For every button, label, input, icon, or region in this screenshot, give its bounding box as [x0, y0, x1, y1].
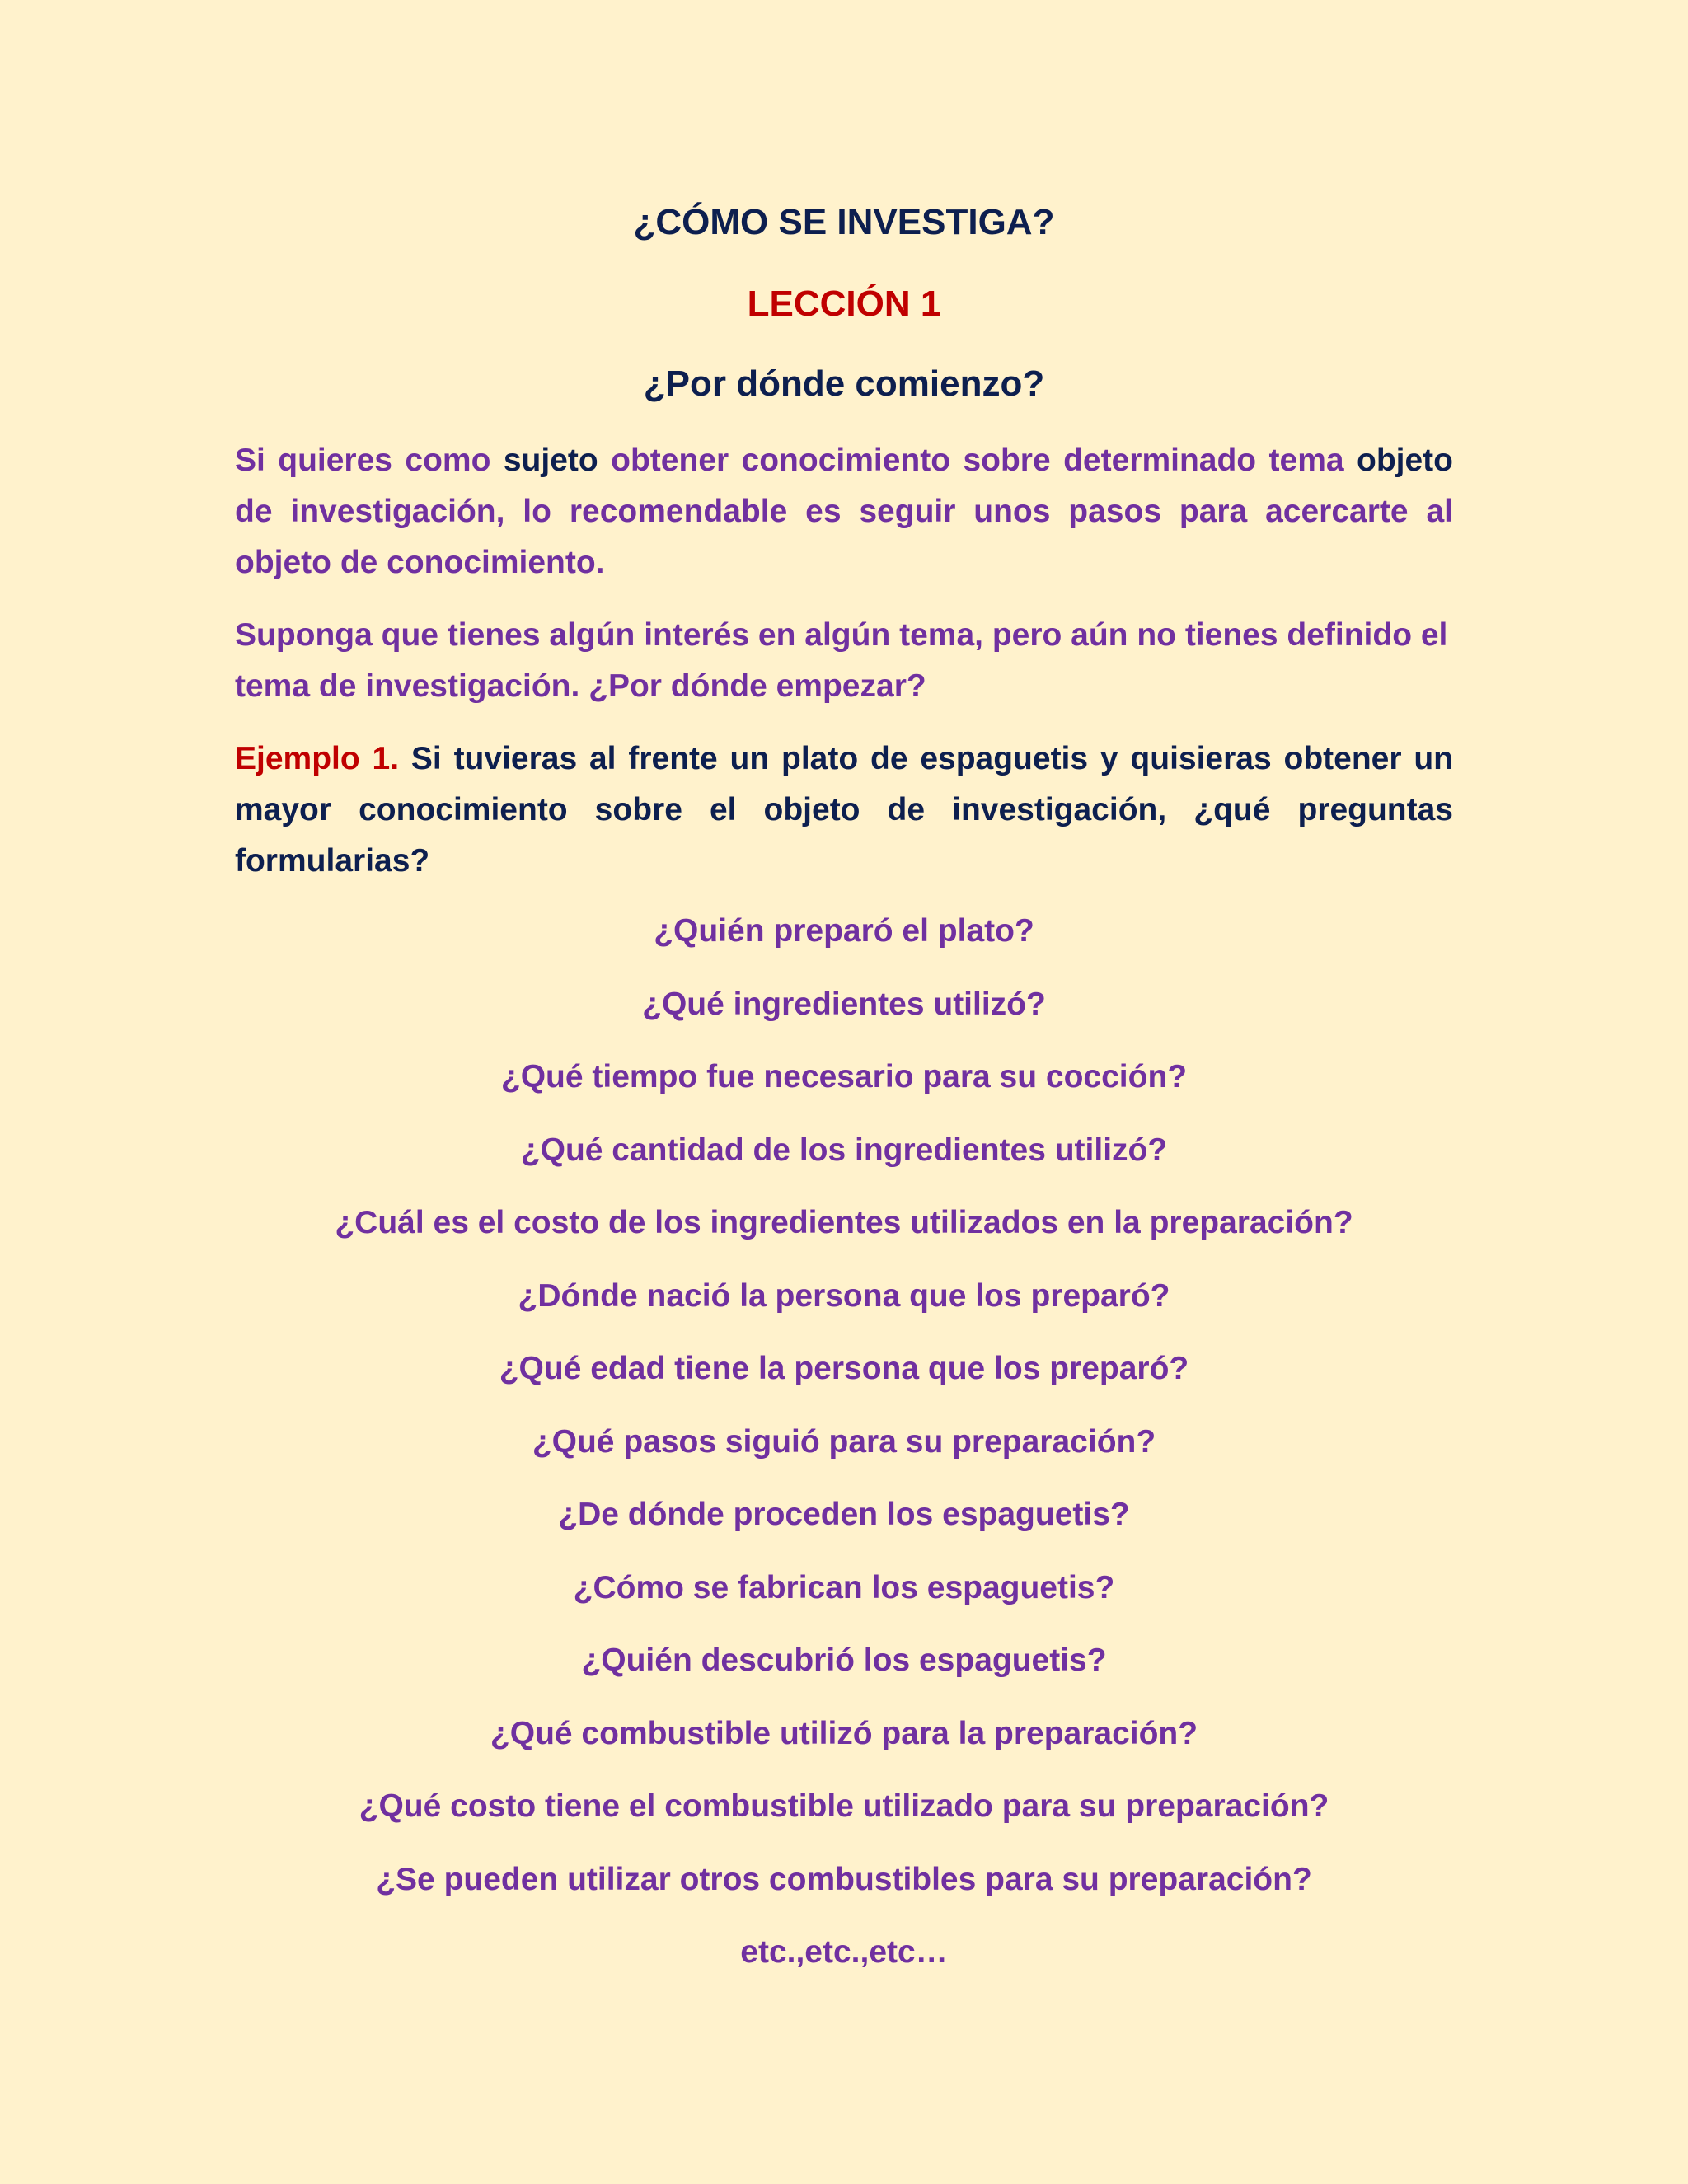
question-item: ¿Cómo se fabrican los espaguetis?	[573, 1569, 1115, 1605]
question-item: ¿De dónde proceden los espaguetis?	[558, 1497, 1130, 1532]
question-item: ¿Quién preparó el plato?	[654, 913, 1034, 949]
question-item: etc.,etc.,etc…	[740, 1934, 948, 1970]
question-item: ¿Qué combustible utilizó para la preparación?	[490, 1715, 1198, 1751]
question-item: ¿Qué tiempo fue necesario para su cocción?	[500, 1059, 1188, 1094]
question-item: ¿Cuál es el costo de los ingredientes utilizados en la preparación?	[335, 1205, 1353, 1240]
sujeto-term: sujeto	[503, 443, 598, 478]
intro-text-2: obtener conocimiento sobre determinado tema	[598, 443, 1357, 478]
section-subtitle: ¿Por dónde comienzo?	[643, 363, 1045, 404]
question-item: ¿Quién descubrió los espaguetis?	[581, 1643, 1107, 1678]
intro-text-1: Si quieres como	[235, 443, 504, 478]
question-item: ¿Qué edad tiene la persona que los preparó?	[499, 1351, 1189, 1386]
example-text: Si tuvieras al frente un plato de espaguetis y quisieras obtener un mayor conocimiento sobre el objeto de investigación, ¿qué preguntas formularias?	[235, 741, 1453, 879]
objeto-term: objeto	[1357, 443, 1453, 478]
suppose-paragraph: Suponga que tienes algún interés en algún tema, pero aún no tienes definido el tema de investigación. ¿Por dónde empezar?	[235, 617, 1448, 704]
example-paragraph	[235, 733, 1453, 887]
question-item: ¿Dónde nació la persona que los preparó?	[518, 1277, 1170, 1314]
intro-text-3: de investigación, lo recomendable es seguir unos pasos para acercarte al objeto de conocimiento.	[235, 494, 1453, 580]
question-item: ¿Qué costo tiene el combustible utilizado para su preparación?	[359, 1788, 1329, 1824]
question-item: ¿Qué cantidad de los ingredientes utilizó?	[520, 1132, 1168, 1168]
question-item: ¿Qué ingredientes utilizó?	[642, 986, 1046, 1022]
question-item: ¿Qué pasos siguió para su preparación?	[532, 1423, 1156, 1460]
question-item: ¿Se pueden utilizar otros combustibles para su preparación?	[376, 1861, 1312, 1897]
example-label: Ejemplo 1.	[235, 741, 400, 776]
question-list	[235, 907, 1453, 2001]
lesson-title: LECCIÓN 1	[747, 284, 941, 324]
page-title: ¿CÓMO SE INVESTIGA?	[633, 202, 1055, 242]
intro-paragraph	[235, 435, 1453, 588]
